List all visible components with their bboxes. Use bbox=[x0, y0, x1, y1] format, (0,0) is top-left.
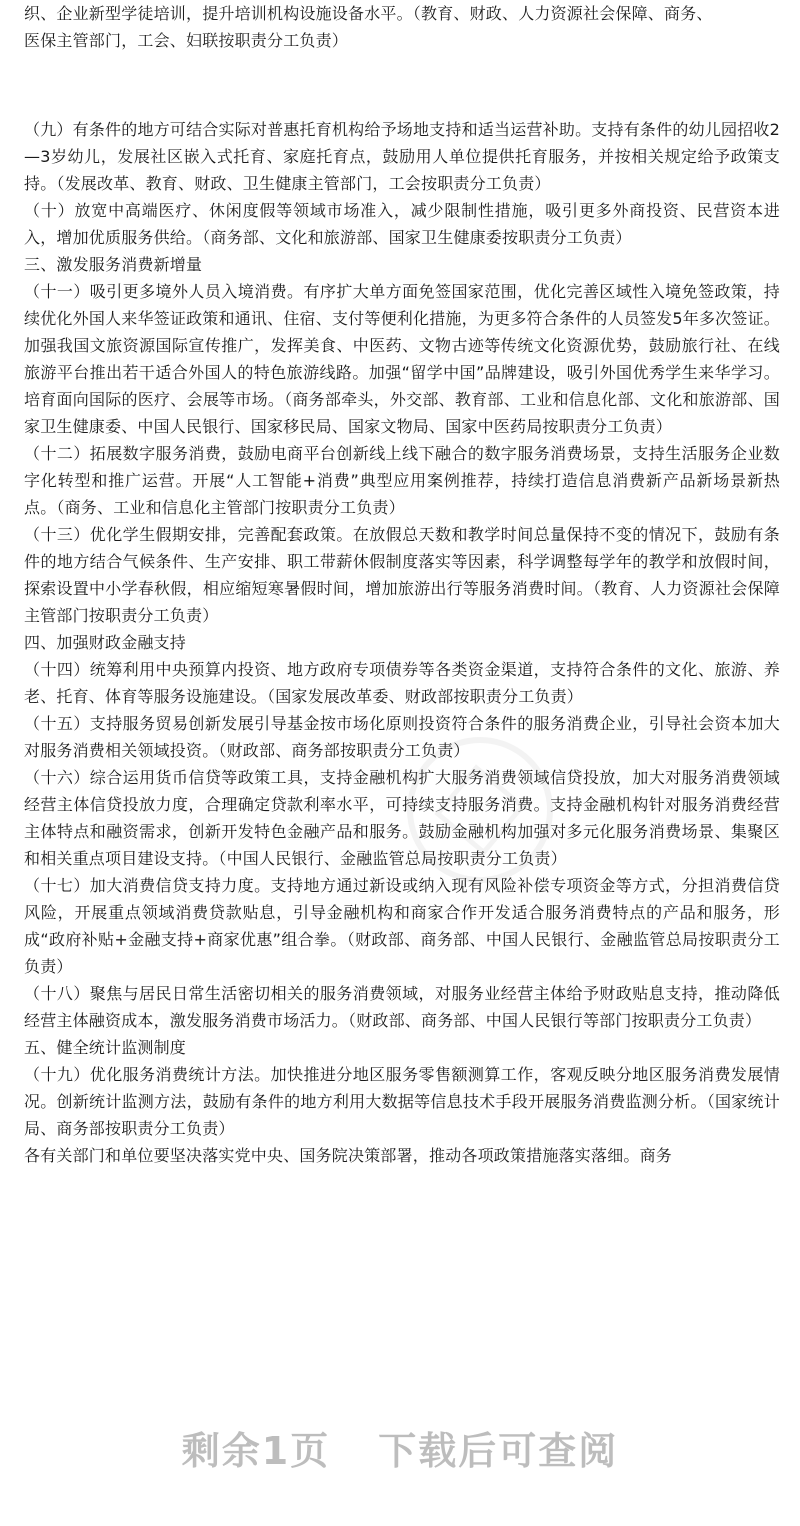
download-to-view-label: 下载后可查阅 bbox=[378, 1429, 619, 1473]
paragraph-item-12: （十二）拓展数字服务消费，鼓励电商平台创新线上线下融合的数字服务消费场景，支持生活服务企业数字化转型和推广运营。开展“人工智能+消费”典型应用案例推荐，持续打造信息消费新产品新场景新热点。（商务、工业和信息化主管部门按职责分工负责） bbox=[24, 444, 780, 517]
paragraph-item-9: （九）有条件的地方可结合实际对普惠托育机构给予场地支持和适当运营补助。支持有条件的幼儿园招收2—3岁幼儿，发展社区嵌入式托育、家庭托育点，鼓励用人单位提供托育服务，并按相关规定给予政策支持。（发展改革、教育、财政、卫生健康主管部门，工会按职责分工负责） bbox=[24, 120, 780, 193]
section-heading-3: 三、激发服务消费新增量 bbox=[24, 255, 203, 274]
top-fragment-line: 织、企业新型学徒培训，提升培训机构设施设备水平。（教育、财政、人力资源社会保障、商务、 bbox=[24, 4, 713, 23]
paragraph-item-11: （十一）吸引更多境外人员入境消费。有序扩大单方面免签国家范围，优化完善区域性入境免签政策，持续优化外国人来华签证政策和通讯、住宿、支付等便利化措施，为更多符合条件的人员签发5年多次签证。加强我国文旅资源国际宣传推广，发挥美食、中医药、文物古迹等传统文化资源优势，鼓励旅行社、在线旅游平台推出若干适合外国人的特色旅游线路。加强“留学中国”品牌建设，吸引外国优秀学生来华学习。培育面向国际的医疗、会展等市场。（商务部牵头，外交部、教育部、工业和信息化部、文化和旅游部、国家卫生健康委、中国人民银行、国家移民局、国家文物局、国家中医药局按职责分工负责） bbox=[24, 282, 780, 436]
section-heading-5: 五、健全统计监测制度 bbox=[24, 1038, 187, 1057]
remaining-pages-label: 剩余1页 bbox=[181, 1429, 331, 1473]
document-body bbox=[24, 0, 780, 1169]
paragraph-item-18: （十八）聚焦与居民日常生活密切相关的服务消费领域，对服务业经营主体给予财政贴息支持，推动降低经营主体融资成本，激发服务消费市场活力。（财政部、商务部、中国人民银行等部门按职责分工负责） bbox=[24, 984, 780, 1030]
section-heading-4: 四、加强财政金融支持 bbox=[24, 633, 187, 652]
paragraph-item-10: （十）放宽中高端医疗、休闲度假等领域市场准入，减少限制性措施，吸引更多外商投资、民营资本进入，增加优质服务供给。（商务部、文化和旅游部、国家卫生健康委按职责分工负责） bbox=[24, 201, 780, 247]
paragraph-item-17: （十七）加大消费信贷支持力度。支持地方通过新设或纳入现有风险补偿专项资金等方式，分担消费信贷风险，开展重点领域消费贷款贴息，引导金融机构和商家合作开发适合服务消费特点的产品和服务，形成“政府补贴+金融支持+商家优惠”组合拳。（财政部、商务部、中国人民银行、金融监管总局按职责分工负责） bbox=[24, 876, 780, 976]
paragraph-item-19: （十九）优化服务消费统计方法。加快推进分地区服务零售额测算工作，客观反映分地区服务消费发展情况。创新统计监测方法，鼓励有条件的地方利用大数据等信息技术手段开展服务消费监测分析。（国家统计局、商务部按职责分工负责） bbox=[24, 1065, 780, 1138]
paragraph-item-13: （十三）优化学生假期安排，完善配套政策。在放假总天数和教学时间总量保持不变的情况下，鼓励有条件的地方结合气候条件、生产安排、职工带薪休假制度落实等因素，科学调整每学年的教学和放假时间，探索设置中小学春秋假，相应缩短寒暑假时间，增加旅游出行等服务消费时间。（教育、人力资源社会保障主管部门按职责分工负责） bbox=[24, 525, 780, 625]
paragraph-item-16: （十六）综合运用货币信贷等政策工具，支持金融机构扩大服务消费领域信贷投放，加大对服务消费领域经营主体信贷投放力度，合理确定贷款利率水平，可持续支持服务消费。支持金融机构针对服务消费经营主体特点和融资需求，创新开发特色金融产品和服务。鼓励金融机构加强对多元化服务消费场景、集聚区和相关重点项目建设支持。（中国人民银行、金融监管总局按职责分工负责） bbox=[24, 768, 780, 868]
download-prompt[interactable] bbox=[0, 1420, 800, 1475]
paragraph-item-14: （十四）统筹利用中央预算内投资、地方政府专项债券等各类资金渠道，支持符合条件的文化、旅游、养老、托育、体育等服务设施建设。（国家发展改革委、财政部按职责分工负责） bbox=[24, 660, 780, 706]
paragraph-item-15: （十五）支持服务贸易创新发展引导基金按市场化原则投资符合条件的服务消费企业，引导社会资本加大对服务消费相关领域投资。（财政部、商务部按职责分工负责） bbox=[24, 714, 780, 760]
top-fragment-line: 医保主管部门，工会、妇联按职责分工负责） bbox=[24, 31, 349, 50]
closing-paragraph: 各有关部门和单位要坚决落实党中央、国务院决策部署，推动各项政策措施落实落细。商务 bbox=[24, 1146, 673, 1165]
page-gap bbox=[24, 54, 780, 116]
